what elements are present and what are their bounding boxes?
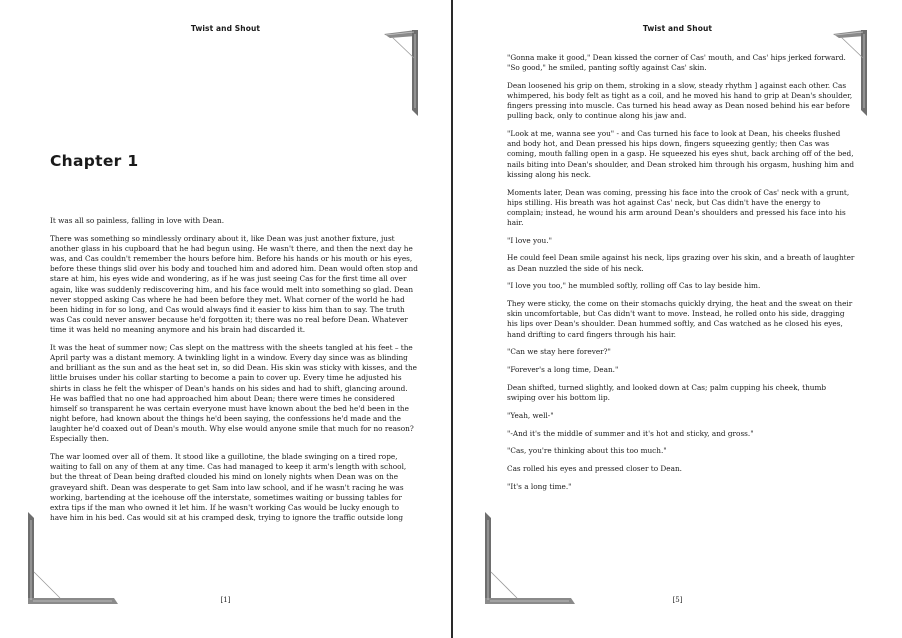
corner-ornament-top-right [384, 30, 420, 118]
paragraph: "I love you too," he mumbled softly, rolling off Cas to lay beside him. [507, 281, 761, 291]
page-number: [1] [220, 596, 231, 604]
paragraph: "Cas, you're thinking about this too much." [507, 446, 667, 456]
paragraph: Dean shifted, turned slightly, and looked down at Cas; palm cupping his cheek, thumb swiping over his bottom lip. [507, 382, 827, 402]
paragraph: He could feel Dean smile against his neck, lips grazing over his skin, and a breath of laughter as Dean nuzzled the side of his neck. [507, 253, 855, 273]
running-head: Twist and Shout [190, 24, 261, 33]
paragraph: Cas rolled his eyes and pressed closer to Dean. [507, 464, 682, 473]
paragraph: Dean loosened his grip on them, stroking in a slow, steady rhythm ] against each other. Cas whimpered, his body felt as tight as a coil, and he moved his hand to grip at Dean's shoulder, fingers pressing into muscle. Cas turned his head away as Dean nosed behind his ear before pulling back, only to continue along his jaw and. [507, 80, 853, 121]
paragraph: They were sticky, the come on their stomachs quickly drying, the heat and the sweat on their skin uncomfortable, but Cas didn't want to move. Instead, he rolled onto his side, dragging his lips over Dean's shoulder. Dean hummed softly, and Cas watched as he closed his eyes, hand drifting to card fingers through his hair. [507, 299, 853, 339]
corner-ornament-bottom-left [485, 512, 575, 606]
paragraph: "Can we stay here forever?" [507, 347, 611, 357]
running-head: Twist and Shout [642, 24, 713, 33]
paragraph: It was the heat of summer now; Cas slept on the mattress with the sheets tangled at his feet – the April party was a distant memory. A twinkling light in a window. Every day since was as blinding and brilliant as the sun and as the heat set in, so did Dean. His skin was sticky with kisses, and the little bruises under his collar starting to become a pain to cover up. Every time he adjusted his shirts in class he felt the whisper of Dean's hands on his sides and had to shift, glancing around. He was baffled that no one had approached him about Dean; there were times he considered himself so transparent he was certain everyone must have known about the bed he'd been in the night before, had known about the things he'd been saying, the confessions he'd made and the laughter he'd coaxed out of Dean's mouth. Why else would anyone smile that much for no reason? Especially then. [50, 342, 417, 444]
paragraph: The war loomed over all of them. It stood like a guillotine, the blade swinging on a tired rope, waiting to fall on any of them at any time. Cas had managed to keep it arm's length with school, but the threat of Dean being drafted clouded his mind on lonely nights when Dean was on the graveyard shift. Dean was desperate to get Sam into law school, and if he wasn't racing he was working, bartending at the icehouse off the interstate, sometimes waiting or bussing tables for extra tips if the man who owned it let him. If he wasn't working Cas would be lucky enough to have him in his bed. Cas would sit at his cramped desk, trying to ignore the traffic outside long [50, 452, 407, 522]
paragraph: "Forever's a long time, Dean." [507, 365, 619, 375]
paragraph: "Look at me, wanna see you" - and Cas turned his face to look at Dean, his cheeks flushed and body hot, and Dean pressed his hips down, fingers squeezing gently; then Cas was coming, mouth falling open in a gasp. He squeezed his eyes shut, back arching off of the bed, nails biting into Dean's shoulder, and Dean stroked him through his orgasm, hushing him and kissing along his neck. [507, 129, 855, 179]
paragraph: There was something so mindlessly ordinary about it, like Dean was just another fixture, just another glass in his cupboard that he had begun using. He wasn't there, and then the next day he was, and Cas couldn't remember the hours before him. Before his hands or his mouth or his eyes, before these things slid over his body and touched him and adored him. Dean would often stop and stare at him, his eyes wide and wondering, as if he was just seeing Cas for the first time all over again, like was suddenly rediscovering him, and his face would melt into something so glad. Dean never stopped asking Cas where he had been before they met. What corner of the world he had been hiding in for so long, and Cas would always find it easier to kiss him than to say. The truth was Cas could never answer because he'd forgotten it; there was no real before Dean. Whatever time it was held no meaning anymore and his brain had discarded it. [50, 233, 418, 335]
right-page [453, 0, 902, 638]
paragraph: Moments later, Dean was coming, pressing his face into the crook of Cas' neck with a grunt, hips stilling. His breath was hot against Cas' neck, but Cas didn't have the energy to complain; instead, he wound his arm around Dean's shoulders and pressed his face into his hair. [507, 187, 850, 227]
paragraph: "-And it's the middle of summer and it's hot and sticky, and gross." [507, 428, 754, 438]
paragraph: It was all so painless, falling in love with Dean. [50, 216, 225, 225]
paragraph: "Yeah, well-" [507, 410, 554, 420]
body-text [507, 53, 855, 500]
body-text [50, 216, 418, 531]
corner-ornament-bottom-left [28, 512, 118, 606]
paragraph: "It's a long time." [507, 481, 572, 491]
paragraph: "I love you." [507, 235, 552, 245]
paragraph: "Gonna make it good," Dean kissed the corner of Cas' mouth, and Cas' hips jerked forward. "So good," he smiled, panting softly against Cas' skin. [507, 53, 846, 73]
chapter-title: Chapter 1 [50, 152, 139, 170]
page-number: [5] [672, 596, 683, 604]
